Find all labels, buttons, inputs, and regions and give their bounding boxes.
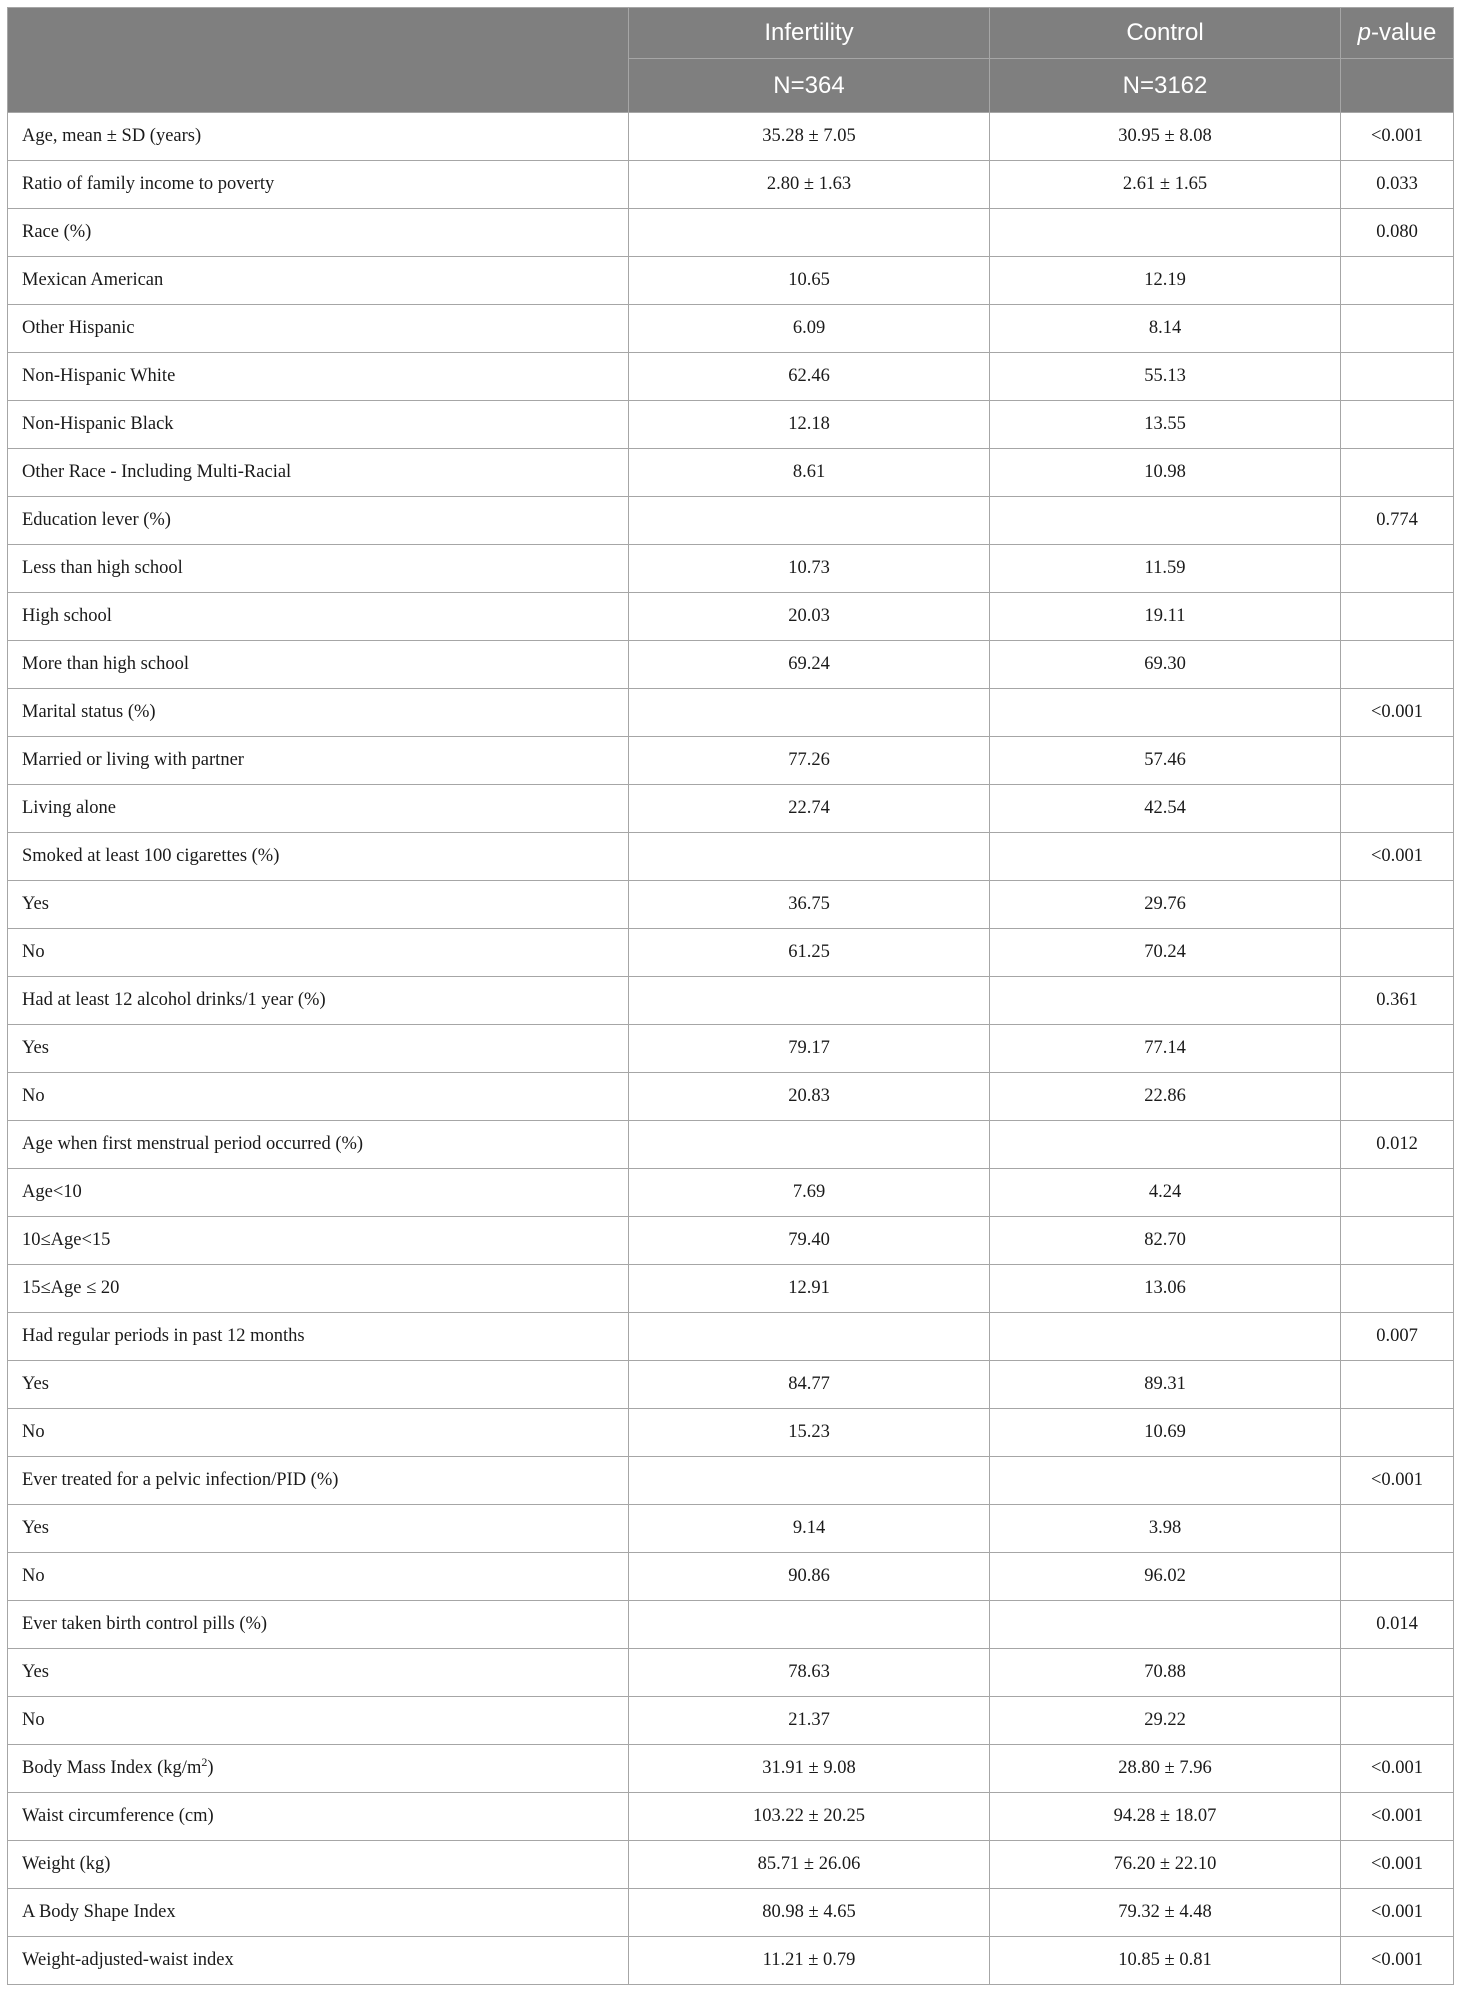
row-label (8, 305, 629, 353)
p-value (1341, 401, 1454, 449)
p-value: <0.001 (1341, 1457, 1454, 1505)
control-value: 4.24 (990, 1169, 1341, 1217)
p-value: <0.001 (1341, 1745, 1454, 1793)
row-label-text: Weight (kg) (22, 1854, 111, 1874)
row-label (8, 449, 629, 497)
header-control-n: N=3162 (990, 59, 1341, 113)
control-value (990, 977, 1341, 1025)
row-label (8, 1217, 629, 1265)
row-label (8, 1121, 629, 1169)
row-label-text: Ever taken birth control pills (%) (22, 1614, 268, 1634)
row-label-text: More than high school (22, 654, 189, 674)
infertility-value: 12.18 (629, 401, 990, 449)
control-value: 77.14 (990, 1025, 1341, 1073)
infertility-value: 31.91 ± 9.08 (629, 1745, 990, 1793)
p-value: <0.001 (1341, 1793, 1454, 1841)
row-label-text: Education lever (%) (22, 510, 171, 530)
header-infertility-n: N=364 (629, 59, 990, 113)
table-row (8, 257, 1454, 305)
p-value (1341, 929, 1454, 977)
row-label-text: Yes (22, 1518, 49, 1538)
row-label (8, 1793, 629, 1841)
row-label-text: Yes (22, 1374, 49, 1394)
infertility-value (629, 977, 990, 1025)
table-row (8, 1745, 1454, 1793)
p-value (1341, 545, 1454, 593)
table-row (8, 689, 1454, 737)
control-value: 3.98 (990, 1505, 1341, 1553)
row-label-superscript: 2 (201, 1754, 208, 1769)
p-value (1341, 641, 1454, 689)
table-row (8, 1169, 1454, 1217)
control-value: 57.46 (990, 737, 1341, 785)
row-label-text: Body Mass Index (kg/m (22, 1758, 202, 1778)
control-value: 10.85 ± 0.81 (990, 1937, 1341, 1985)
table-row (8, 449, 1454, 497)
p-value (1341, 1217, 1454, 1265)
infertility-value: 7.69 (629, 1169, 990, 1217)
row-label (8, 113, 629, 161)
infertility-value: 35.28 ± 7.05 (629, 113, 990, 161)
table-row (8, 113, 1454, 161)
infertility-value: 20.83 (629, 1073, 990, 1121)
p-value (1341, 1361, 1454, 1409)
row-label-text: Weight-adjusted-waist index (22, 1950, 234, 1970)
control-value: 70.88 (990, 1649, 1341, 1697)
row-label-text: Other Race - Including Multi-Racial (22, 462, 292, 482)
row-label (8, 1553, 629, 1601)
header-p-value (1341, 8, 1454, 59)
row-label-text: Age<10 (22, 1182, 82, 1202)
table-body (8, 113, 1454, 1985)
table-row (8, 545, 1454, 593)
infertility-value: 6.09 (629, 305, 990, 353)
row-label (8, 881, 629, 929)
row-label (8, 1457, 629, 1505)
row-label-text: Other Hispanic (22, 318, 135, 338)
p-value (1341, 785, 1454, 833)
row-label (8, 1073, 629, 1121)
infertility-value (629, 497, 990, 545)
table-row (8, 1217, 1454, 1265)
row-label-text: Living alone (22, 798, 117, 818)
table-row (8, 305, 1454, 353)
infertility-value: 10.73 (629, 545, 990, 593)
row-label-text: Mexican American (22, 270, 164, 290)
header-variable-cell (8, 8, 629, 113)
row-label-text: 10≤Age<15 (22, 1230, 111, 1250)
p-value (1341, 737, 1454, 785)
p-value: <0.001 (1341, 113, 1454, 161)
infertility-value (629, 209, 990, 257)
row-label-text: Less than high school (22, 558, 183, 578)
header-p-suffix: -value (1370, 19, 1437, 46)
infertility-value: 79.40 (629, 1217, 990, 1265)
control-value: 19.11 (990, 593, 1341, 641)
infertility-value: 90.86 (629, 1553, 990, 1601)
p-value (1341, 1697, 1454, 1745)
row-label-text: No (22, 1566, 45, 1586)
table-row (8, 1073, 1454, 1121)
control-value: 30.95 ± 8.08 (990, 113, 1341, 161)
p-value: <0.001 (1341, 1841, 1454, 1889)
table-row (8, 1121, 1454, 1169)
table-row (8, 1313, 1454, 1361)
infertility-value: 12.91 (629, 1265, 990, 1313)
p-value: <0.001 (1341, 1937, 1454, 1985)
table-row (8, 1553, 1454, 1601)
control-value: 10.98 (990, 449, 1341, 497)
p-value (1341, 1553, 1454, 1601)
p-value: 0.012 (1341, 1121, 1454, 1169)
table-row (8, 401, 1454, 449)
table-header (8, 8, 1454, 113)
p-value: <0.001 (1341, 689, 1454, 737)
p-value (1341, 1265, 1454, 1313)
p-value (1341, 1025, 1454, 1073)
infertility-value: 84.77 (629, 1361, 990, 1409)
table-row (8, 977, 1454, 1025)
control-value (990, 209, 1341, 257)
control-value: 2.61 ± 1.65 (990, 161, 1341, 209)
control-value: 13.55 (990, 401, 1341, 449)
table-row (8, 353, 1454, 401)
row-label (8, 1889, 629, 1937)
row-label (8, 1313, 629, 1361)
row-label-text: No (22, 1422, 45, 1442)
infertility-value: 36.75 (629, 881, 990, 929)
p-value (1341, 1649, 1454, 1697)
row-label (8, 641, 629, 689)
header-infertility: Infertility (629, 8, 990, 59)
control-value: 42.54 (990, 785, 1341, 833)
control-value (990, 689, 1341, 737)
control-value (990, 833, 1341, 881)
row-label (8, 1265, 629, 1313)
row-label-text: Age, mean ± SD (years) (22, 126, 202, 146)
row-label-text: Waist circumference (cm) (22, 1806, 214, 1826)
header-row-groups (8, 8, 1454, 59)
table-row (8, 161, 1454, 209)
row-label (8, 689, 629, 737)
p-value (1341, 1505, 1454, 1553)
control-value: 89.31 (990, 1361, 1341, 1409)
row-label (8, 737, 629, 785)
row-label (8, 1601, 629, 1649)
table-row (8, 593, 1454, 641)
row-label-text: No (22, 1710, 45, 1730)
row-label-text: No (22, 942, 45, 962)
p-value (1341, 449, 1454, 497)
table-row (8, 929, 1454, 977)
row-label (8, 1745, 629, 1793)
row-label (8, 833, 629, 881)
row-label-text: No (22, 1086, 45, 1106)
infertility-value: 8.61 (629, 449, 990, 497)
row-label-text: Yes (22, 1662, 49, 1682)
control-value: 29.22 (990, 1697, 1341, 1745)
infertility-value: 22.74 (629, 785, 990, 833)
row-label (8, 1841, 629, 1889)
infertility-value (629, 833, 990, 881)
infertility-value (629, 1121, 990, 1169)
control-value: 13.06 (990, 1265, 1341, 1313)
row-label-text: Had at least 12 alcohol drinks/1 year (%) (22, 990, 326, 1010)
table-row (8, 497, 1454, 545)
table-row (8, 209, 1454, 257)
row-label (8, 785, 629, 833)
control-value: 82.70 (990, 1217, 1341, 1265)
control-value (990, 1313, 1341, 1361)
control-value (990, 1457, 1341, 1505)
row-label-text: Smoked at least 100 cigarettes (%) (22, 846, 280, 866)
table-row (8, 1025, 1454, 1073)
p-value: 0.007 (1341, 1313, 1454, 1361)
infertility-value: 21.37 (629, 1697, 990, 1745)
row-label (8, 1409, 629, 1457)
table-row (8, 641, 1454, 689)
infertility-value: 69.24 (629, 641, 990, 689)
row-label (8, 497, 629, 545)
p-value (1341, 1073, 1454, 1121)
infertility-value: 10.65 (629, 257, 990, 305)
row-label (8, 1937, 629, 1985)
control-value (990, 1121, 1341, 1169)
table-row (8, 1409, 1454, 1457)
p-value (1341, 593, 1454, 641)
control-value: 94.28 ± 18.07 (990, 1793, 1341, 1841)
row-label (8, 257, 629, 305)
infertility-value (629, 1601, 990, 1649)
row-label-text: Ratio of family income to poverty (22, 174, 275, 194)
control-value: 8.14 (990, 305, 1341, 353)
row-label (8, 593, 629, 641)
infertility-value: 103.22 ± 20.25 (629, 1793, 990, 1841)
p-value: 0.774 (1341, 497, 1454, 545)
infertility-value: 80.98 ± 4.65 (629, 1889, 990, 1937)
control-value: 10.69 (990, 1409, 1341, 1457)
infertility-value: 20.03 (629, 593, 990, 641)
row-label-text: 15≤Age ≤ 20 (22, 1278, 120, 1298)
row-label-text: Non-Hispanic White (22, 366, 176, 386)
control-value (990, 497, 1341, 545)
table-row (8, 1697, 1454, 1745)
header-p-italic: p (1357, 19, 1371, 46)
table-row (8, 1793, 1454, 1841)
row-label-text: High school (22, 606, 112, 626)
table-row (8, 833, 1454, 881)
control-value: 28.80 ± 7.96 (990, 1745, 1341, 1793)
table-row (8, 1505, 1454, 1553)
row-label (8, 1025, 629, 1073)
infertility-value: 85.71 ± 26.06 (629, 1841, 990, 1889)
table-row (8, 1457, 1454, 1505)
table-row (8, 1649, 1454, 1697)
table-row (8, 1937, 1454, 1985)
row-label (8, 929, 629, 977)
table-row (8, 1889, 1454, 1937)
p-value (1341, 305, 1454, 353)
control-value: 76.20 ± 22.10 (990, 1841, 1341, 1889)
infertility-value (629, 689, 990, 737)
infertility-value: 77.26 (629, 737, 990, 785)
control-value: 79.32 ± 4.48 (990, 1889, 1341, 1937)
control-value: 11.59 (990, 545, 1341, 593)
table-row (8, 785, 1454, 833)
control-value: 55.13 (990, 353, 1341, 401)
row-label (8, 1361, 629, 1409)
infertility-value (629, 1457, 990, 1505)
row-label (8, 1697, 629, 1745)
infertility-value (629, 1313, 990, 1361)
p-value: 0.014 (1341, 1601, 1454, 1649)
header-p-blank (1341, 59, 1454, 113)
row-label-text: Race (%) (22, 222, 92, 242)
p-value (1341, 1169, 1454, 1217)
infertility-value: 79.17 (629, 1025, 990, 1073)
p-value: <0.001 (1341, 1889, 1454, 1937)
control-value: 29.76 (990, 881, 1341, 929)
p-value: 0.080 (1341, 209, 1454, 257)
infertility-value: 15.23 (629, 1409, 990, 1457)
table-row (8, 881, 1454, 929)
row-label-text: Age when first menstrual period occurred (%) (22, 1134, 364, 1154)
infertility-value: 62.46 (629, 353, 990, 401)
row-label (8, 161, 629, 209)
infertility-value: 2.80 ± 1.63 (629, 161, 990, 209)
row-label (8, 209, 629, 257)
row-label (8, 1649, 629, 1697)
row-label-text: Non-Hispanic Black (22, 414, 174, 434)
infertility-value: 9.14 (629, 1505, 990, 1553)
control-value: 69.30 (990, 641, 1341, 689)
row-label-text: Yes (22, 1038, 49, 1058)
row-label (8, 1505, 629, 1553)
row-label (8, 545, 629, 593)
p-value (1341, 1409, 1454, 1457)
row-label-text: Married or living with partner (22, 750, 244, 770)
control-value: 22.86 (990, 1073, 1341, 1121)
row-label (8, 401, 629, 449)
table-row (8, 1361, 1454, 1409)
control-value: 12.19 (990, 257, 1341, 305)
control-value: 96.02 (990, 1553, 1341, 1601)
table-row (8, 1265, 1454, 1313)
row-label-text: A Body Shape Index (22, 1902, 176, 1922)
row-label (8, 1169, 629, 1217)
characteristics-table (7, 7, 1454, 1985)
p-value (1341, 257, 1454, 305)
p-value (1341, 881, 1454, 929)
row-label-suffix: ) (207, 1758, 214, 1778)
p-value: <0.001 (1341, 833, 1454, 881)
row-label (8, 353, 629, 401)
row-label-text: Marital status (%) (22, 702, 156, 722)
table-row (8, 1601, 1454, 1649)
row-label (8, 977, 629, 1025)
control-value: 70.24 (990, 929, 1341, 977)
p-value: 0.033 (1341, 161, 1454, 209)
infertility-value: 11.21 ± 0.79 (629, 1937, 990, 1985)
infertility-value: 61.25 (629, 929, 990, 977)
table-row (8, 1841, 1454, 1889)
row-label-text: Ever treated for a pelvic infection/PID (%) (22, 1470, 339, 1490)
p-value: 0.361 (1341, 977, 1454, 1025)
infertility-value: 78.63 (629, 1649, 990, 1697)
p-value (1341, 353, 1454, 401)
control-value (990, 1601, 1341, 1649)
row-label-text: Yes (22, 894, 49, 914)
table-row (8, 737, 1454, 785)
row-label-text: Had regular periods in past 12 months (22, 1326, 305, 1346)
header-control: Control (990, 8, 1341, 59)
